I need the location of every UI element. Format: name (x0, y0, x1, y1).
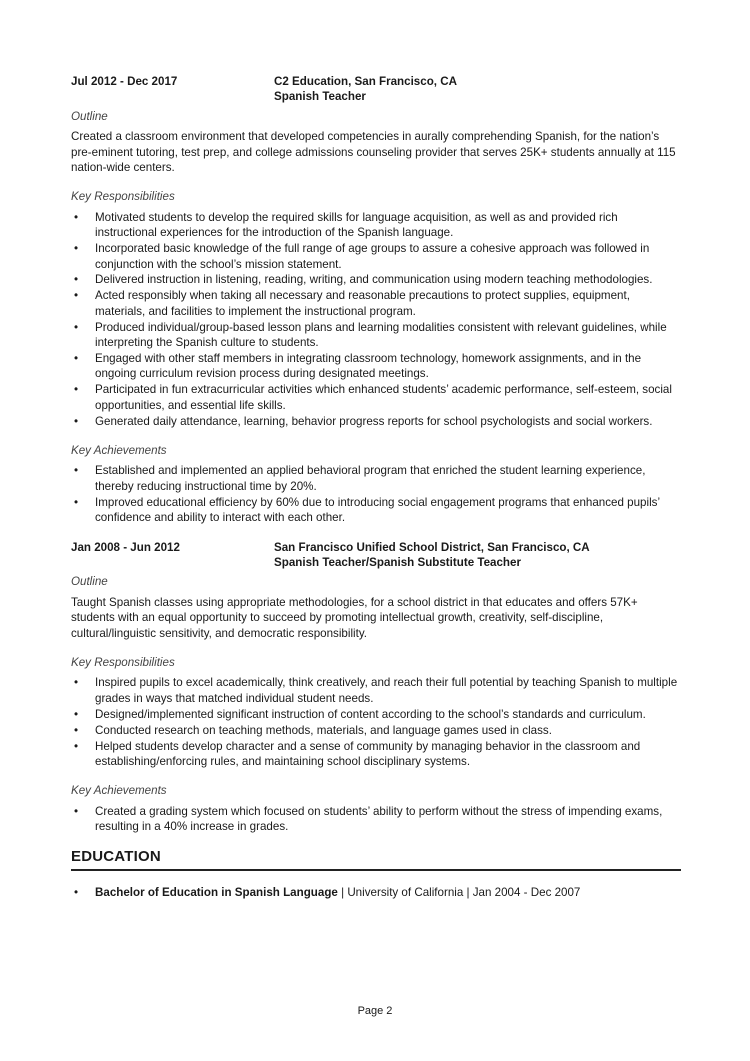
list-item: • Produced individual/group-based lesson plans and learning modalities consistent with relevant guidelines, while interpreting the Spanish culture to students. (74, 320, 667, 350)
job-organization: San Francisco Unified School District, San Francisco, CA (274, 540, 590, 554)
page-number: Page 2 (357, 1005, 393, 1017)
list-item: • Helped students develop character and a sense of community by managing behavior in the classroom and establishing/enforcing rules, and maintaining school disciplinary systems. (74, 739, 641, 768)
achievements-list (71, 804, 681, 835)
list-item: • Inspired pupils to excel academically, think creatively, and reach their full potential by teaching Spanish to multiple grades in ways that matched individual student needs. (74, 676, 678, 705)
list-item: • Acted responsibly when taking all necessary and reasonable precautions to protect supplies, equipment, materials, and facilities to implement the instructional program. (74, 289, 630, 318)
list-item: • Created a grading system which focused on students’ ability to perform without the stress of impending exams, resulting in a 40% increase in grades. (74, 804, 663, 834)
degree-name: Bachelor of Education in Spanish Language (95, 885, 338, 899)
achievements-label: Key Achievements (71, 784, 167, 798)
bullet-icon: • (74, 383, 79, 397)
bullet-icon: • (74, 273, 79, 287)
job-header (71, 74, 681, 105)
job-org-block (274, 74, 457, 105)
bullet-icon: • (74, 723, 79, 737)
education-list (71, 885, 681, 900)
responsibilities-list (71, 210, 681, 429)
job-header (71, 540, 681, 571)
outline-text: Taught Spanish classes using appropriate methodologies, for a school district in that educates and offers 57K+ students with an equal opportunity to succeed by promoting intellectual growth, creativity, self-discipline, cultural/linguistic sensitivity, and democratic responsibility. (71, 595, 638, 640)
bullet-icon: • (74, 739, 79, 753)
bullet-icon: • (74, 495, 79, 509)
bullet-icon: • (74, 804, 79, 818)
outline-label: Outline (71, 109, 108, 123)
bullet-icon: • (74, 707, 79, 721)
bullet-icon: • (74, 885, 79, 899)
bullet-icon: • (74, 414, 79, 428)
bullet-icon: • (74, 352, 79, 365)
list-item: • Delivered instruction in listening, reading, writing, and communication using modern teaching methodologies. (74, 273, 653, 287)
bullet-icon: • (74, 676, 79, 690)
list-item: • Conducted research on teaching methods, materials, and language games used in class. (74, 723, 552, 737)
responsibilities-list (71, 675, 681, 769)
outline-label: Outline (71, 575, 108, 589)
responsibilities-label: Key Responsibilities (71, 190, 175, 204)
responsibilities-label: Key Responsibilities (71, 656, 175, 669)
job-dates: Jul 2012 - Dec 2017 (71, 75, 178, 88)
degree-details: | University of California | Jan 2004 - Dec 2007 (337, 885, 581, 899)
list-item (71, 885, 681, 900)
job-entry (71, 540, 681, 835)
job-entry (71, 74, 681, 526)
achievements-label: Key Achievements (71, 444, 167, 458)
list-item: • Engaged with other staff members in integrating classroom technology, homework assignments, and in the ongoing curriculum revision process during designated meetings. (74, 352, 642, 381)
list-item: • Motivated students to develop the required skills for language acquisition, as well as and provided rich instructional experiences for the introduction of the Spanish language. (74, 210, 618, 240)
bullet-icon: • (74, 289, 79, 303)
bullet-icon: • (74, 464, 79, 478)
job-organization: C2 Education, San Francisco, CA (274, 75, 457, 88)
job-dates: Jan 2008 - Jun 2012 (71, 540, 180, 554)
job-title: Spanish Teacher (274, 90, 366, 104)
list-item: • Participated in fun extracurricular activities which enhanced students’ academic performance, self-esteem, social opportunities, and essential life skills. (74, 383, 672, 412)
resume-page (71, 74, 681, 914)
list-item: • Improved educational efficiency by 60% due to introducing social engagement programs that enhanced pupils’ confidence and ability to interact with each other. (74, 495, 660, 525)
bullet-icon: • (74, 210, 79, 224)
achievements-list (71, 463, 681, 525)
list-item: • Established and implemented an applied behavioral program that enriched the student learning experience, thereby reducing instructional time by 20%. (74, 464, 646, 493)
bullet-icon: • (74, 242, 79, 256)
job-title: Spanish Teacher/Spanish Substitute Teacher (274, 555, 521, 569)
list-item: • Designed/implemented significant instruction of content according to the school’s standards and curriculum. (74, 707, 646, 721)
outline-text: Created a classroom environment that developed competencies in aurally comprehending Spanish, for the nation’s pre-eminent tutoring, test prep, and college admissions counseling provider that serves 25K+ students annually at 115 nation-wide centers. (71, 130, 676, 175)
list-item: • Generated daily attendance, learning, behavior progress reports for school psychologists and social workers. (74, 414, 653, 428)
job-org-block (274, 540, 590, 571)
bullet-icon: • (74, 320, 79, 334)
education-heading: EDUCATION (71, 849, 681, 871)
list-item: • Incorporated basic knowledge of the full range of age groups to assure a cohesive approach was followed in conjunction with the school’s mission statement. (74, 242, 650, 271)
